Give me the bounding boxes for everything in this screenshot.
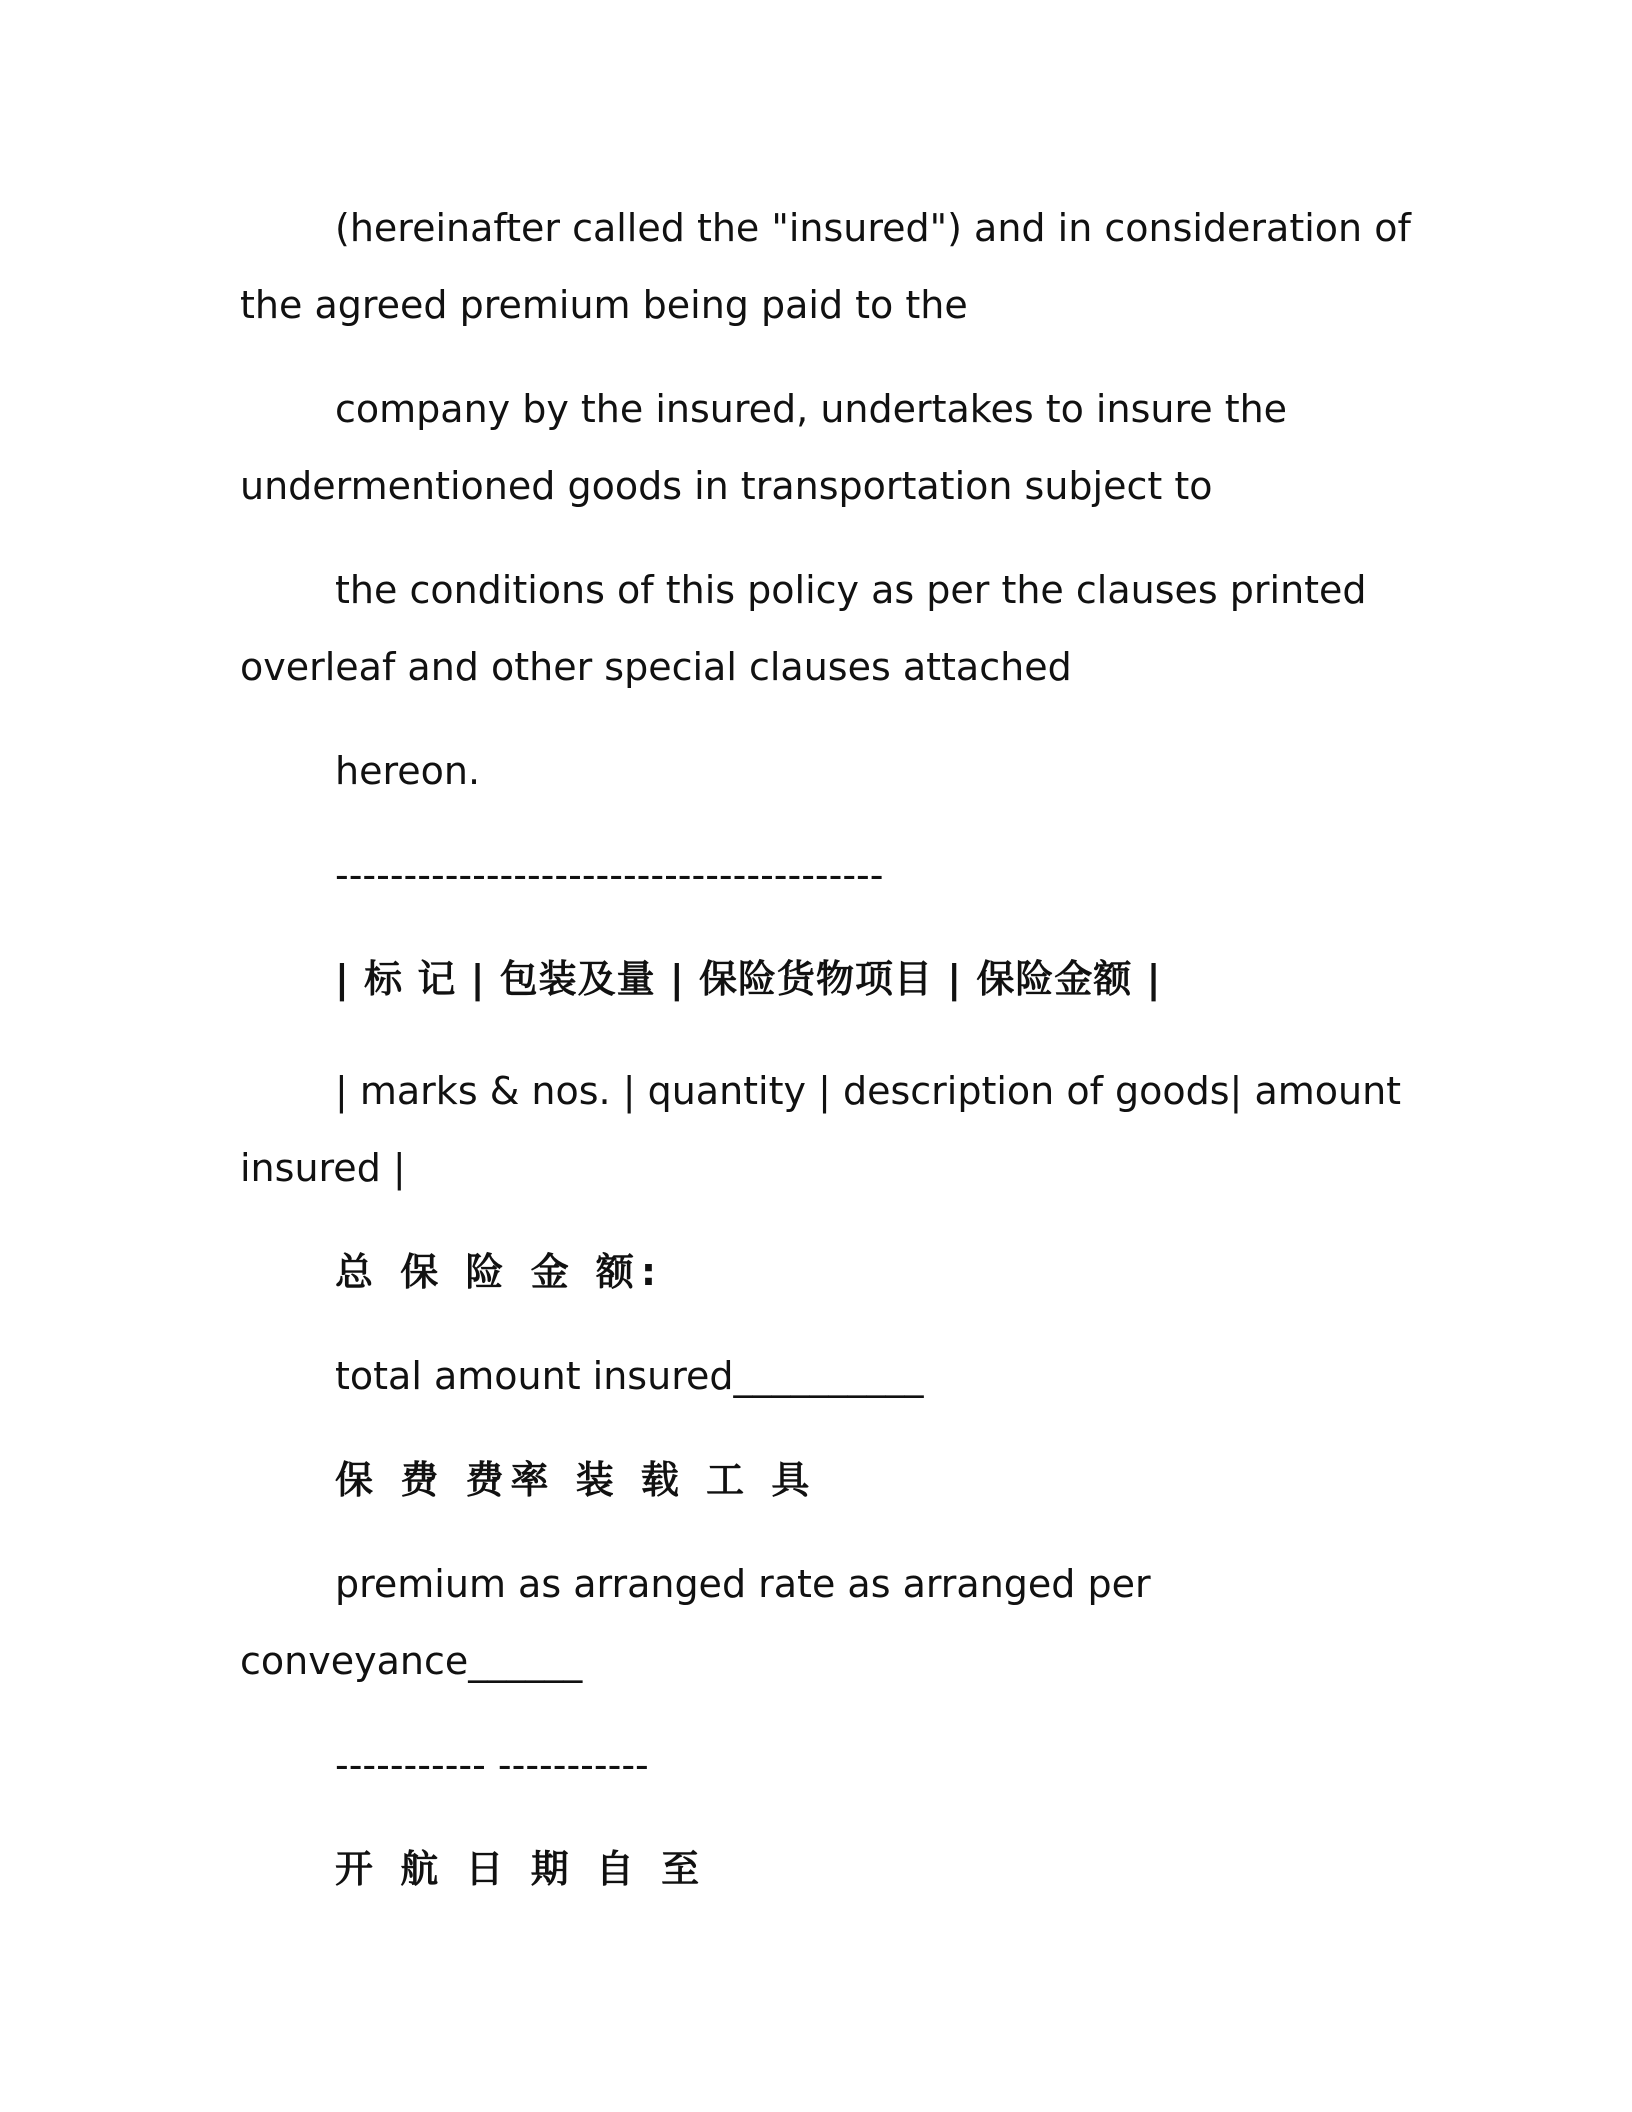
divider-dashes-long: ---------------------------------------- — [335, 853, 884, 897]
paragraph-hereon: hereon. — [335, 749, 481, 793]
premium-rate-conveyance-line: premium as arranged rate as arranged per conveyance______ — [240, 1562, 1151, 1683]
table-header-english: | marks & nos. | quantity | description of goods| amount insured | — [240, 1069, 1402, 1190]
total-amount-chinese-label: 总 保 险 金 额: — [335, 1250, 664, 1294]
divider-dashes-short: ----------- ----------- — [335, 1743, 649, 1787]
sailing-date-chinese-label: 开 航 日 期 自 至 — [335, 1847, 707, 1891]
table-header-chinese: | 标 记 | 包装及量 | 保险货物项目 | 保险金额 | — [335, 957, 1162, 1001]
document-body — [240, 190, 1420, 1908]
total-amount-insured-line: total amount insured__________ — [335, 1354, 924, 1398]
paragraph-company-undertakes: company by the insured, undertakes to insure the undermentioned goods in transportation subject to — [240, 387, 1288, 508]
paragraph-insured-consideration: (hereinafter called the "insured") and in consideration of the agreed premium being paid to the — [240, 206, 1411, 327]
paragraph-policy-conditions: the conditions of this policy as per the clauses printed overleaf and other special clauses attached — [240, 568, 1367, 689]
premium-conveyance-chinese-label: 保 费 费率 装 载 工 具 — [335, 1458, 817, 1502]
